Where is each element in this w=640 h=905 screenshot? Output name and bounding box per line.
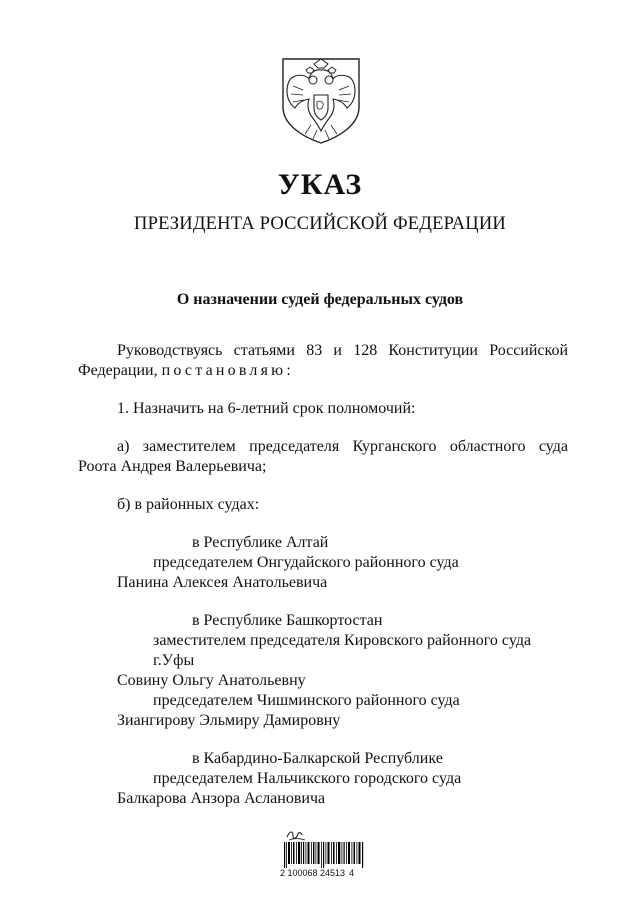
item-a-line-2: Роота Андрея Валерьевича; bbox=[78, 458, 267, 475]
altai-person: Панина Алексея Анатольевича bbox=[117, 574, 328, 591]
item-a-word-5: областного bbox=[449, 438, 526, 455]
barcode-stamp bbox=[280, 828, 370, 878]
bashkortostan-person-1: Совину Ольгу Анатольевну bbox=[117, 672, 306, 689]
preamble-word-4: и bbox=[333, 342, 342, 359]
coat-of-arms-icon bbox=[275, 55, 367, 147]
item-1: 1. Назначить на 6-летний срок полномочий: bbox=[117, 400, 416, 417]
altai-region: в Республике Алтай bbox=[192, 534, 329, 551]
bashkortostan-person-2: Зиангирову Эльмиру Дамировну bbox=[117, 712, 341, 729]
preamble-word-5: 128 bbox=[353, 342, 378, 359]
item-a-line-1 bbox=[117, 437, 568, 457]
item-b: б) в районных судах: bbox=[117, 496, 260, 513]
preamble-word-6: Конституции bbox=[388, 342, 478, 359]
item-a-word-1: а) bbox=[117, 438, 130, 455]
barcode-number bbox=[280, 868, 370, 878]
preamble-word-3: 83 bbox=[306, 342, 323, 359]
bashkortostan-position-1: заместителем председателя Кировского районного суда bbox=[153, 632, 532, 649]
preamble-word-2: статьями bbox=[233, 342, 295, 359]
barcode-check-digit: 4 bbox=[349, 868, 355, 878]
handwritten-mark-icon bbox=[286, 828, 306, 842]
bashkortostan-position-2: председателем Чишминского районного суда bbox=[153, 692, 460, 709]
barcode-icon bbox=[284, 842, 364, 868]
item-a-word-6: суда bbox=[538, 438, 568, 455]
kabardino-position: председателем Нальчикского городского суда bbox=[153, 770, 462, 787]
bashkortostan-region: в Республике Башкортостан bbox=[192, 612, 383, 629]
preamble-line-2 bbox=[78, 361, 294, 381]
preamble-line-2-end: постановляю: bbox=[161, 362, 294, 379]
preamble-word-7: Российской bbox=[489, 342, 568, 359]
item-a-word-2: заместителем bbox=[142, 438, 236, 455]
altai-position: председателем Онгудайского районного суда bbox=[153, 554, 459, 571]
bashkortostan-position-1-cont: г.Уфы bbox=[153, 652, 195, 669]
kabardino-person: Балкарова Анзора Аслановича bbox=[117, 790, 326, 807]
preamble-line-2-start: Федерации, bbox=[78, 362, 162, 379]
barcode-value: 2 100068 24513 bbox=[280, 868, 346, 878]
item-a-word-3: председателя bbox=[249, 438, 340, 455]
kabardino-region: в Кабардино-Балкарской Республике bbox=[192, 750, 443, 767]
preamble-line-1 bbox=[117, 341, 568, 361]
preamble-word-1: Руководствуясь bbox=[117, 342, 223, 359]
decree-title: УКАЗ bbox=[277, 168, 363, 201]
decree-subtitle: ПРЕЗИДЕНТА РОССИЙСКОЙ ФЕДЕРАЦИИ bbox=[134, 214, 506, 234]
document-heading: О назначении судей федеральных судов bbox=[176, 291, 464, 308]
item-a-word-4: Курганского bbox=[352, 438, 437, 455]
